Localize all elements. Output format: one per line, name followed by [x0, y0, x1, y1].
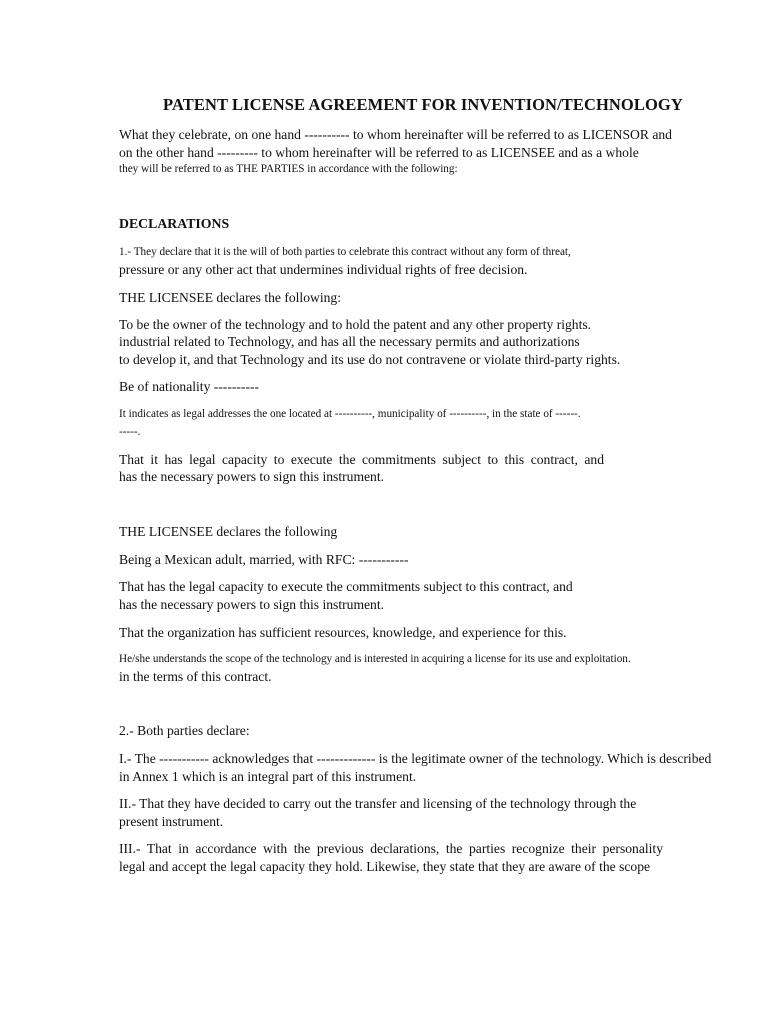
decl1-line-1: 1.- They declare that it is the will of both parties to celebrate this contract without any form of threat,: [119, 246, 571, 258]
owner-line-1: To be the owner of the technology and to hold the patent and any other property rights.: [119, 317, 592, 332]
address-line-1: It indicates as legal addresses the one located at ----------, municipality of ----------, in the state of ------.: [119, 408, 581, 420]
item-ii-line-1: II.- That they have decided to carry out the transfer and licensing of the technology through the: [119, 796, 637, 811]
item-iii-line-2: legal and accept the legal capacity they hold. Likewise, they state that they are aware of the scope: [119, 859, 651, 874]
licensee-declares-heading-1: THE LICENSEE declares the following:: [119, 290, 341, 305]
scope-line-2: in the terms of this contract.: [119, 669, 272, 684]
legal-capacity-2-line-2: has the necessary powers to sign this instrument.: [119, 597, 385, 612]
resources-line: That the organization has sufficient resources, knowledge, and experience for this.: [119, 625, 567, 640]
mexican-adult-line: Being a Mexican adult, married, with RFC: -----------: [119, 552, 409, 567]
owner-line-3: to develop it, and that Technology and its use do not contravene or violate third-party rights.: [119, 352, 621, 367]
item-ii-line-2: present instrument.: [119, 814, 224, 829]
intro-line-2: on the other hand --------- to whom hereinafter will be referred to as LICENSEE and as a whole: [119, 145, 639, 160]
item-i-line-1: I.- The ----------- acknowledges that ------------- is the legitimate owner of the technology. Which is described: [119, 751, 712, 766]
both-parties-heading: 2.- Both parties declare:: [119, 723, 250, 738]
scope-line-1: He/she understands the scope of the technology and is interested in acquiring a license for its use and exploitation.: [119, 653, 631, 665]
licensee-declares-heading-2: THE LICENSEE declares the following: [119, 524, 338, 539]
address-line-2: -----.: [119, 426, 141, 438]
legal-capacity-1-line-2: has the necessary powers to sign this instrument.: [119, 469, 385, 484]
nationality-line: Be of nationality ----------: [119, 379, 260, 394]
intro-line-3: they will be referred to as THE PARTIES in accordance with the following:: [119, 163, 458, 175]
intro-line-1: What they celebrate, on one hand ---------- to whom hereinafter will be referred to as LICENSOR and: [119, 127, 672, 142]
item-iii-line-1: III.- That in accordance with the previous declarations, the parties recognize their personality: [119, 841, 663, 856]
legal-capacity-2-line-1: That has the legal capacity to execute the commitments subject to this contract, and: [119, 579, 573, 594]
decl1-line-2: pressure or any other act that undermines individual rights of free decision.: [119, 262, 528, 277]
legal-capacity-1-line-1: That it has legal capacity to execute the commitments subject to this contract, and: [119, 452, 604, 467]
item-i-line-2: in Annex 1 which is an integral part of this instrument.: [119, 769, 417, 784]
owner-line-2: industrial related to Technology, and has all the necessary permits and authorizations: [119, 334, 580, 349]
document-title: PATENT LICENSE AGREEMENT FOR INVENTION/TECHNOLOGY: [163, 95, 683, 114]
declarations-heading: DECLARATIONS: [119, 216, 230, 231]
